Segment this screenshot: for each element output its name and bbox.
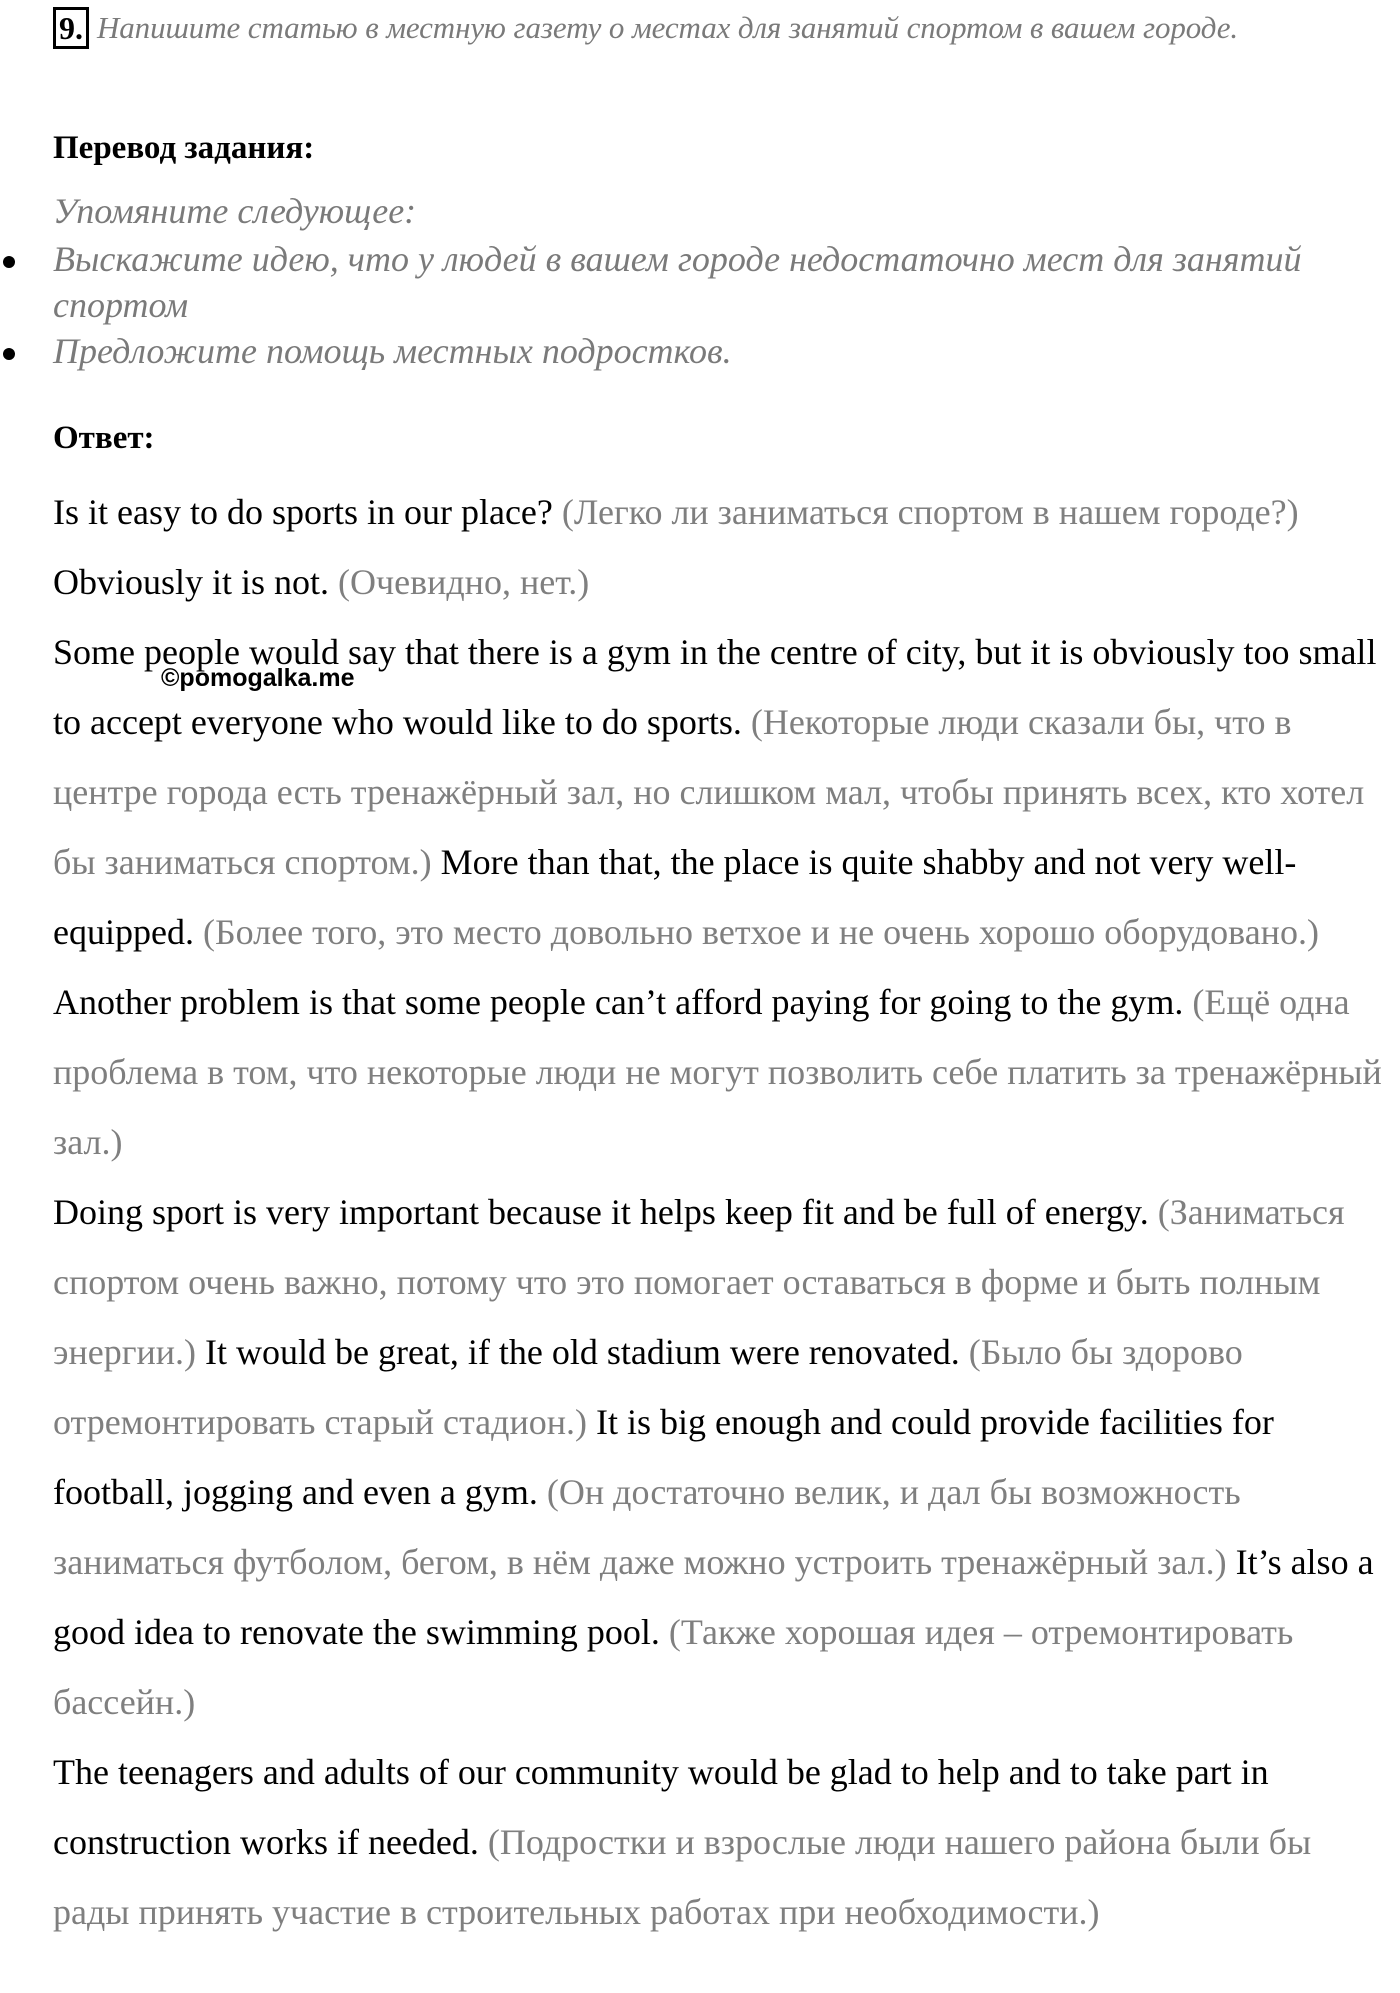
sentence-en: It’s also a good idea to renovate the swimming pool. <box>53 1542 1374 1652</box>
sentence-en: Is it easy to do sports in our place? <box>53 492 553 532</box>
bullet-item: Предложите помощь местных подростков. <box>0 328 1340 374</box>
answer-paragraph <box>53 1177 1393 1737</box>
task-number: 9. <box>53 7 89 49</box>
sentence-en: Obviously it is not. <box>53 562 330 602</box>
translation-intro: Упомяните следующее: <box>53 191 417 231</box>
answer-heading: Ответ: <box>53 420 155 456</box>
bullet-item: Выскажите идею, что у людей в вашем городе недостаточно мест для занятий спортом <box>0 236 1340 328</box>
answer-paragraph <box>53 617 1393 1177</box>
translation-bullet-list <box>0 236 1340 374</box>
task-header <box>53 6 1238 50</box>
answer-paragraph <box>53 477 1393 617</box>
sentence-ru: (Он достаточно велик, и дал бы возможность заниматься футболом, бегом, в нём даже можно устроить тренажёрный зал.) <box>53 1472 1241 1582</box>
sentence-en: The teenagers and adults of our community would be glad to help and to take part in construction works if needed. <box>53 1752 1269 1862</box>
sentence-ru: (Более того, это место довольно ветхое и не очень хорошо оборудовано.) <box>202 912 1319 952</box>
sentence-en: Another problem is that some people can’t afford paying for going to the gym. <box>53 982 1184 1022</box>
watermark: ©pomogalka.me <box>161 664 355 692</box>
sentence-ru: (Легко ли заниматься спортом в нашем городе?) <box>561 492 1299 532</box>
sentence-en: It is big enough and could provide facilities for football, jogging and even a gym. <box>53 1402 1274 1512</box>
sentence-ru: (Подростки и взрослые люди нашего района были бы рады принять участие в строительных работах при необходимости.) <box>53 1822 1312 1932</box>
sentence-ru: (Ещё одна проблема в том, что некоторые люди не могут позволить себе платить за тренажёрный зал.) <box>53 982 1382 1162</box>
answer-text <box>53 477 1393 1947</box>
sentence-ru: (Некоторые люди сказали бы, что в центре города есть тренажёрный зал, но слишком мал, чтобы принять всех, кто хотел бы заниматься спортом.) <box>53 702 1365 882</box>
task-text: Напишите статью в местную газету о местах для занятий спортом в вашем городе. <box>97 10 1239 45</box>
sentence-en: More than that, the place is quite shabby and not very well-equipped. <box>53 842 1297 952</box>
sentence-ru: (Было бы здорово отремонтировать старый стадион.) <box>53 1332 1243 1442</box>
sentence-en: It would be great, if the old stadium were renovated. <box>204 1332 960 1372</box>
sentence-ru: (Также хорошая идея – отремонтировать бассейн.) <box>53 1612 1294 1722</box>
translation-heading: Перевод задания: <box>53 130 315 166</box>
answer-paragraph <box>53 1737 1393 1947</box>
sentence-ru: (Очевидно, нет.) <box>338 562 590 602</box>
sentence-en: Doing sport is very important because it helps keep fit and be full of energy. <box>53 1192 1149 1232</box>
sentence-en: Some people would say that there is a gym in the centre of city, but it is obviously too small to accept everyone who would like to do sports. <box>53 632 1377 742</box>
sentence-ru: (Заниматься спортом очень важно, потому что это помогает оставаться в форме и быть полным энергии.) <box>53 1192 1345 1372</box>
